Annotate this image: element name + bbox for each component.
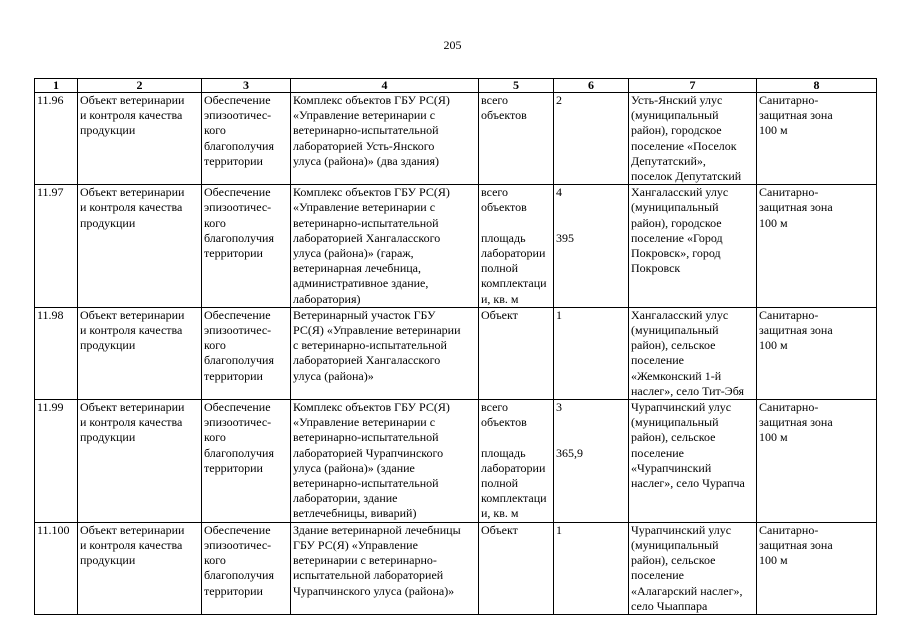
cell-location: [629, 307, 757, 399]
location-line: поселение: [631, 445, 685, 460]
cell-measure: [479, 400, 554, 523]
measure-line: комплектаци: [481, 491, 547, 506]
description-line: Комплекс объектов ГБУ РС(Я): [293, 185, 450, 200]
cell-description: [291, 522, 479, 614]
cell-purpose: [202, 185, 291, 308]
location-line: поселение: [631, 568, 685, 583]
zone-line: 100 м: [759, 215, 788, 230]
cell-zone: [757, 93, 877, 185]
zone-line: 100 м: [759, 553, 788, 568]
purpose-line: территории: [204, 460, 263, 475]
zone-line: Санитарно-: [759, 93, 819, 107]
description-line: ветеринарно-испытательной: [293, 476, 439, 491]
purpose-line: благополучия: [204, 138, 274, 153]
cell-zone: [757, 400, 877, 523]
purpose-line: Обеспечение: [204, 307, 271, 322]
column-header: 7: [629, 79, 757, 93]
measure-line: объектов: [481, 415, 527, 430]
description-line: ветеринарно-испытательной: [293, 215, 439, 230]
location-line: поселение «Город: [631, 230, 723, 245]
value-line: 1: [556, 307, 562, 322]
location-line: «Алагарский наслег»,: [631, 583, 743, 598]
cell-value: [554, 93, 629, 185]
description-line: Чурапчинского улуса (района)»: [293, 583, 455, 598]
object-name-line: Объект ветеринарии: [80, 522, 185, 537]
row-number: 11.98: [37, 307, 64, 322]
purpose-line: Обеспечение: [204, 522, 271, 537]
description-line: улуса (района)»: [293, 368, 374, 383]
zone-line: защитная зона: [759, 323, 833, 338]
description-line: административное здание,: [293, 276, 429, 291]
row-number: 11.99: [37, 400, 64, 415]
measure-line: полной: [481, 261, 519, 276]
column-header: 2: [78, 79, 202, 93]
cell-description: [291, 93, 479, 185]
zone-line: защитная зона: [759, 108, 833, 123]
cell-spacer: [556, 200, 626, 215]
object-name-line: продукции: [80, 123, 136, 138]
description-line: лабораторией Усть-Янского: [293, 138, 435, 153]
object-name-line: продукции: [80, 430, 136, 445]
location-line: наслег», село Чурапча: [631, 476, 745, 491]
measure-line: Объект: [481, 522, 518, 537]
table-row: [35, 307, 877, 399]
cell-object-name: [78, 185, 202, 308]
description-line: «Управление ветеринарии с: [293, 200, 436, 215]
location-line: (муниципальный: [631, 108, 719, 123]
description-line: Комплекс объектов ГБУ РС(Я): [293, 93, 450, 107]
zone-line: Санитарно-: [759, 307, 819, 322]
object-name-line: и контроля качества: [80, 108, 183, 123]
description-line: лабораторией Чурапчинского: [293, 445, 444, 460]
location-line: Усть-Янский улус: [631, 93, 723, 107]
cell-purpose: [202, 93, 291, 185]
column-header: 5: [479, 79, 554, 93]
description-line: ветеринарии с ветеринарно-: [293, 553, 437, 568]
zone-line: 100 м: [759, 123, 788, 138]
table-row: [35, 93, 877, 185]
zone-line: Санитарно-: [759, 400, 819, 415]
column-header: 4: [291, 79, 479, 93]
cell-number: [35, 307, 78, 399]
description-line: Здание ветеринарной лечебницы: [293, 522, 461, 537]
description-line: «Управление ветеринарии с: [293, 108, 436, 123]
cell-value: [554, 400, 629, 523]
description-line: лаборатория): [293, 291, 361, 306]
location-line: Депутатский»,: [631, 153, 706, 168]
row-number: 11.100: [37, 522, 70, 537]
table-row: [35, 400, 877, 523]
description-line: испытательной лабораторией: [293, 568, 444, 583]
purpose-line: эпизоотичес-: [204, 200, 272, 215]
description-line: улуса (района)» (здание: [293, 460, 415, 475]
purpose-line: благополучия: [204, 353, 274, 368]
value-line: 395: [556, 230, 574, 245]
location-line: (муниципальный: [631, 415, 719, 430]
description-line: лаборатории, здание: [293, 491, 398, 506]
cell-spacer: [481, 430, 551, 445]
measure-line: полной: [481, 476, 519, 491]
cell-measure: [479, 522, 554, 614]
location-line: поселение: [631, 353, 685, 368]
location-line: Чурапчинский улус: [631, 400, 732, 415]
cell-number: [35, 93, 78, 185]
zone-line: защитная зона: [759, 537, 833, 552]
location-line: поселение «Поселок: [631, 138, 737, 153]
cell-object-name: [78, 93, 202, 185]
cell-measure: [479, 185, 554, 308]
purpose-line: кого: [204, 430, 226, 445]
page-number: 205: [443, 38, 462, 52]
location-line: (муниципальный: [631, 200, 719, 215]
purpose-line: Обеспечение: [204, 93, 271, 107]
location-line: поселок Депутатский: [631, 169, 742, 184]
location-line: район), сельское: [631, 553, 716, 568]
description-line: ветеринарно-испытательной: [293, 123, 439, 138]
cell-purpose: [202, 400, 291, 523]
cell-spacer: [556, 415, 626, 430]
table-row: [35, 522, 877, 614]
zone-line: защитная зона: [759, 200, 833, 215]
measure-line: площадь: [481, 230, 526, 245]
cell-location: [629, 185, 757, 308]
description-line: лабораторией Хангаласского: [293, 353, 441, 368]
purpose-line: территории: [204, 153, 263, 168]
measure-line: Объект: [481, 307, 518, 322]
measure-line: и, кв. м: [481, 506, 519, 521]
location-line: район), городское: [631, 215, 722, 230]
cell-description: [291, 400, 479, 523]
purpose-line: благополучия: [204, 445, 274, 460]
object-name-line: Объект ветеринарии: [80, 400, 185, 415]
cell-purpose: [202, 522, 291, 614]
measure-line: объектов: [481, 108, 527, 123]
cell-measure: [479, 93, 554, 185]
object-name-line: продукции: [80, 215, 136, 230]
cell-value: [554, 185, 629, 308]
description-line: РС(Я) «Управление ветеринарии: [293, 323, 461, 338]
object-name-line: продукции: [80, 553, 136, 568]
description-line: «Управление ветеринарии с: [293, 415, 436, 430]
cell-spacer: [481, 216, 551, 231]
description-line: улуса (района)» (гараж,: [293, 246, 414, 261]
measure-line: и, кв. м: [481, 291, 519, 306]
column-header: 6: [554, 79, 629, 93]
cell-spacer: [556, 216, 626, 231]
location-line: (муниципальный: [631, 537, 719, 552]
purpose-line: Обеспечение: [204, 400, 271, 415]
object-name-line: и контроля качества: [80, 200, 183, 215]
cell-object-name: [78, 400, 202, 523]
purpose-line: эпизоотичес-: [204, 108, 272, 123]
purpose-line: эпизоотичес-: [204, 537, 272, 552]
object-name-line: Объект ветеринарии: [80, 185, 185, 200]
value-line: 2: [556, 93, 562, 107]
value-line: 1: [556, 522, 562, 537]
location-line: район), сельское: [631, 338, 716, 353]
measure-line: лаборатории: [481, 460, 546, 475]
cell-number: [35, 522, 78, 614]
purpose-line: кого: [204, 553, 226, 568]
row-number: 11.97: [37, 185, 64, 200]
cell-measure: [479, 307, 554, 399]
table-row: [35, 185, 877, 308]
measure-line: комплектаци: [481, 276, 547, 291]
purpose-line: благополучия: [204, 568, 274, 583]
description-line: ГБУ РС(Я) «Управление: [293, 537, 418, 552]
description-line: ветлечебницы, виварий): [293, 506, 417, 521]
location-line: наслег», село Тит-Эбя: [631, 383, 745, 398]
purpose-line: эпизоотичес-: [204, 323, 272, 338]
cell-zone: [757, 185, 877, 308]
measure-line: объектов: [481, 200, 527, 215]
description-line: улуса (района)» (два здания): [293, 153, 439, 168]
measure-line: всего: [481, 93, 509, 107]
cell-description: [291, 307, 479, 399]
object-name-line: и контроля качества: [80, 415, 183, 430]
value-line: 4: [556, 185, 562, 200]
cell-purpose: [202, 307, 291, 399]
description-line: с ветеринарно-испытательной: [293, 338, 447, 353]
purpose-line: эпизоотичес-: [204, 415, 272, 430]
measure-line: лаборатории: [481, 246, 546, 261]
purpose-line: территории: [204, 583, 263, 598]
cell-object-name: [78, 522, 202, 614]
measure-line: площадь: [481, 445, 526, 460]
cell-value: [554, 522, 629, 614]
cell-object-name: [78, 307, 202, 399]
row-number: 11.96: [37, 93, 64, 107]
description-line: Ветеринарный участок ГБУ: [293, 307, 436, 322]
column-header: 3: [202, 79, 291, 93]
description-line: лабораторией Хангаласского: [293, 230, 441, 245]
location-line: Чурапчинский улус: [631, 522, 732, 537]
object-name-line: Объект ветеринарии: [80, 93, 185, 107]
cell-number: [35, 185, 78, 308]
location-line: район), городское: [631, 123, 722, 138]
location-line: Хангаласский улус: [631, 307, 729, 322]
value-line: 3: [556, 400, 562, 415]
cell-zone: [757, 307, 877, 399]
purpose-line: благополучия: [204, 230, 274, 245]
purpose-line: территории: [204, 368, 263, 383]
purpose-line: кого: [204, 123, 226, 138]
location-line: Покровск: [631, 261, 681, 276]
object-name-line: продукции: [80, 338, 136, 353]
cell-location: [629, 93, 757, 185]
zone-line: 100 м: [759, 430, 788, 445]
cell-description: [291, 185, 479, 308]
location-line: район), сельское: [631, 430, 716, 445]
value-line: 365,9: [556, 445, 583, 460]
zone-line: Санитарно-: [759, 522, 819, 537]
column-header: 1: [35, 79, 78, 93]
measure-line: всего: [481, 400, 509, 415]
purpose-line: территории: [204, 246, 263, 261]
column-header: 8: [757, 79, 877, 93]
zone-line: защитная зона: [759, 415, 833, 430]
cell-spacer: [556, 430, 626, 445]
purpose-line: кого: [204, 215, 226, 230]
table-body: [35, 93, 877, 615]
location-line: «Жемконский 1-й: [631, 368, 722, 383]
description-line: ветеринарная лечебница,: [293, 261, 422, 276]
location-line: село Чыаппара: [631, 598, 708, 613]
description-line: ветеринарно-испытательной: [293, 430, 439, 445]
location-line: Хангаласский улус: [631, 185, 729, 200]
purpose-line: Обеспечение: [204, 185, 271, 200]
header-row: [35, 79, 877, 93]
object-name-line: и контроля качества: [80, 323, 183, 338]
cell-location: [629, 400, 757, 523]
location-line: (муниципальный: [631, 323, 719, 338]
cell-value: [554, 307, 629, 399]
object-name-line: и контроля качества: [80, 537, 183, 552]
zone-line: Санитарно-: [759, 185, 819, 200]
purpose-line: кого: [204, 338, 226, 353]
measure-line: всего: [481, 185, 509, 200]
objects-table: [34, 78, 877, 615]
location-line: «Чурапчинский: [631, 460, 712, 475]
cell-zone: [757, 522, 877, 614]
cell-number: [35, 400, 78, 523]
description-line: Комплекс объектов ГБУ РС(Я): [293, 400, 450, 415]
location-line: Покровск», город: [631, 246, 721, 261]
cell-location: [629, 522, 757, 614]
object-name-line: Объект ветеринарии: [80, 307, 185, 322]
zone-line: 100 м: [759, 338, 788, 353]
